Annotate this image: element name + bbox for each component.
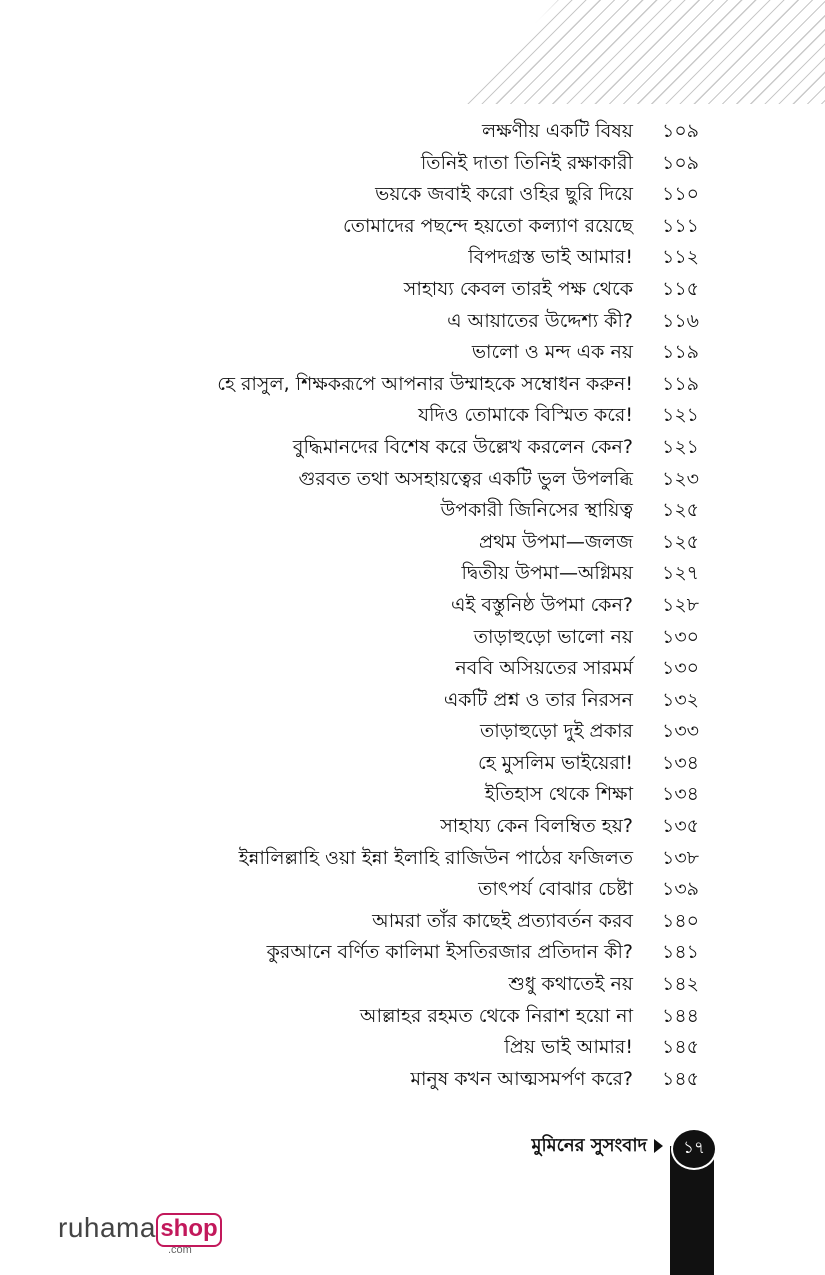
toc-entry-title: তিনিই দাতা তিনিই রক্ষাকারী: [420, 151, 633, 174]
toc-entry: [0, 242, 825, 274]
toc-entry-page: ১৪০: [662, 909, 700, 932]
toc-entry: [0, 716, 825, 748]
toc-entry: [0, 369, 825, 401]
toc-entry-title: ইতিহাস থেকে শিক্ষা: [484, 783, 633, 806]
toc-entry-page: ১৪৪: [662, 1004, 699, 1027]
toc-entry-page: ১২৮: [662, 593, 700, 616]
toc-entry-title: বিপদগ্রস্ত ভাই আমার!: [468, 246, 633, 269]
toc-entry-page: ১২১: [662, 435, 700, 458]
toc-entry-title: প্রথম উপমা—জলজ: [479, 530, 633, 553]
toc-entry-page: ১২৫: [662, 499, 700, 522]
logo-text-ruhama: ruhama: [58, 1212, 156, 1243]
toc-entry-page: ১১২: [662, 246, 700, 269]
toc-entry: [0, 1032, 825, 1064]
toc-entry-page: ১৩৯: [662, 878, 700, 901]
toc-entry-page: ১৩২: [662, 688, 700, 711]
toc-entry-title: শুধু কথাতেই নয়: [508, 973, 633, 996]
toc-entry: [0, 148, 825, 180]
toc-entry: [0, 337, 825, 369]
toc-entry-title: ইন্নালিল্লাহি ওয়া ইন্না ইলাহি রাজিউন পাঠের ফজিলত: [238, 846, 633, 869]
toc-entry: [0, 527, 825, 559]
toc-entry-title: আমরা তাঁর কাছেই প্রত্যাবর্তন করব: [372, 909, 633, 932]
toc-entry: [0, 843, 825, 875]
table-of-contents: [0, 116, 825, 1095]
toc-entry-title: সাহায্য কেবল তারই পক্ষ থেকে: [403, 277, 633, 300]
toc-entry-page: ১৩০: [662, 657, 700, 680]
toc-entry-title: তাড়াহুড়ো দুই প্রকার: [479, 720, 633, 743]
toc-entry-page: ১৩৮: [662, 846, 700, 869]
toc-entry-title: সাহায্য কেন বিলম্বিত হয়?: [440, 815, 633, 838]
toc-entry-title: এ আয়াতের উদ্দেশ্য কী?: [447, 309, 633, 332]
toc-entry: [0, 179, 825, 211]
toc-entry: [0, 969, 825, 1001]
toc-entry-title: গুরবত তথা অসহায়ত্বের একটি ভুল উপলব্ধি: [298, 467, 633, 490]
toc-entry-page: ১২৫: [662, 530, 700, 553]
toc-entry-page: ১৪২: [662, 973, 700, 996]
logo-shop-badge: [156, 1213, 222, 1247]
arrow-right-icon: [654, 1139, 663, 1153]
toc-entry-title: কুরআনে বর্ণিত কালিমা ইসতিরজার প্রতিদান কী?: [266, 941, 633, 964]
toc-entry-title: হে রাসুল, শিক্ষকরূপে আপনার উম্মাহকে সম্বোধন করুন!: [217, 372, 633, 395]
toc-entry-page: ১১৯: [662, 341, 699, 364]
toc-entry-title: এই বস্তুনিষ্ঠ উপমা কেন?: [450, 593, 633, 616]
toc-entry-page: ১৪১: [662, 941, 699, 964]
toc-entry-title: দ্বিতীয় উপমা—অগ্নিময়: [461, 562, 633, 585]
toc-entry: [0, 495, 825, 527]
logo-text-dotcom: .com: [168, 1244, 192, 1256]
toc-entry-title: তোমাদের পছন্দে হয়তো কল্যাণ রয়েছে: [342, 214, 633, 237]
toc-entry-title: তাড়াহুড়ো ভালো নয়: [473, 625, 633, 648]
page-number: ১৭: [671, 1128, 717, 1170]
toc-entry-title: লক্ষণীয় একটি বিষয়: [482, 120, 633, 142]
toc-entry-page: ১১০: [662, 183, 700, 206]
toc-entry-page: ১১৫: [662, 277, 699, 300]
toc-entry-page: ১২১: [662, 404, 700, 427]
toc-entry: [0, 748, 825, 780]
toc-entry-title: আল্লাহর রহমত থেকে নিরাশ হয়ো না: [359, 1004, 633, 1027]
toc-entry: [0, 622, 825, 654]
toc-entry-page: ১০৯: [662, 151, 700, 174]
toc-entry-page: ১০৯: [662, 120, 700, 142]
toc-entry: [0, 1001, 825, 1033]
toc-entry-page: ১১৯: [662, 372, 699, 395]
toc-entry: [0, 211, 825, 243]
toc-entry: [0, 1064, 825, 1096]
toc-entry-page: ১৩৪: [662, 783, 700, 806]
toc-entry: [0, 116, 825, 148]
logo-text-shop: shop: [160, 1215, 218, 1242]
toc-entry-page: ১৩০: [662, 625, 700, 648]
toc-entry-page: ১২৩: [662, 467, 700, 490]
toc-entry: [0, 432, 825, 464]
toc-entry-title: ভালো ও মন্দ এক নয়: [471, 341, 633, 364]
toc-entry-page: ১৩৪: [662, 751, 700, 774]
toc-entry-title: মানুষ কখন আত্মসমর্পণ করে?: [410, 1067, 633, 1090]
toc-entry: [0, 464, 825, 496]
toc-entry: [0, 400, 825, 432]
toc-entry-page: ১১১: [662, 214, 699, 237]
toc-entry-title: বুদ্ধিমানদের বিশেষ করে উল্লেখ করলেন কেন?: [292, 435, 633, 458]
toc-entry-page: ১৩৩: [662, 720, 700, 743]
toc-entry-title: তাৎপর্য বোঝার চেষ্টা: [478, 878, 633, 901]
toc-entry-page: ১২৭: [662, 562, 700, 585]
toc-entry: [0, 274, 825, 306]
decorative-hatch-pattern: [458, 0, 825, 104]
toc-entry: [0, 937, 825, 969]
toc-entry-title: যদিও তোমাকে বিস্মিত করে!: [418, 404, 633, 427]
toc-entry-page: ১৪৫: [662, 1067, 699, 1090]
toc-entry-title: ভয়কে জবাই করো ওহির ছুরি দিয়ে: [375, 183, 633, 206]
toc-entry: [0, 685, 825, 717]
toc-entry-title: একটি প্রশ্ন ও তার নিরসন: [443, 688, 633, 711]
toc-entry-page: ১১৬: [662, 309, 700, 332]
toc-entry: [0, 653, 825, 685]
toc-entry-page: ১৪৫: [662, 1036, 699, 1059]
toc-entry: [0, 906, 825, 938]
toc-entry: [0, 590, 825, 622]
toc-entry-title: উপকারী জিনিসের স্থায়িত্ব: [440, 499, 633, 522]
toc-entry-title: হে মুসলিম ভাইয়েরা!: [478, 751, 633, 774]
toc-entry: [0, 779, 825, 811]
toc-entry: [0, 306, 825, 338]
toc-entry-title: প্রিয় ভাই আমার!: [504, 1036, 633, 1059]
toc-entry: [0, 558, 825, 590]
book-title: মুমিনের সুসংবাদ: [531, 1135, 647, 1156]
toc-entry: [0, 811, 825, 843]
toc-entry: [0, 874, 825, 906]
toc-entry-title: নববি অসিয়তের সারমর্ম: [455, 657, 633, 680]
toc-entry-page: ১৩৫: [662, 815, 700, 838]
